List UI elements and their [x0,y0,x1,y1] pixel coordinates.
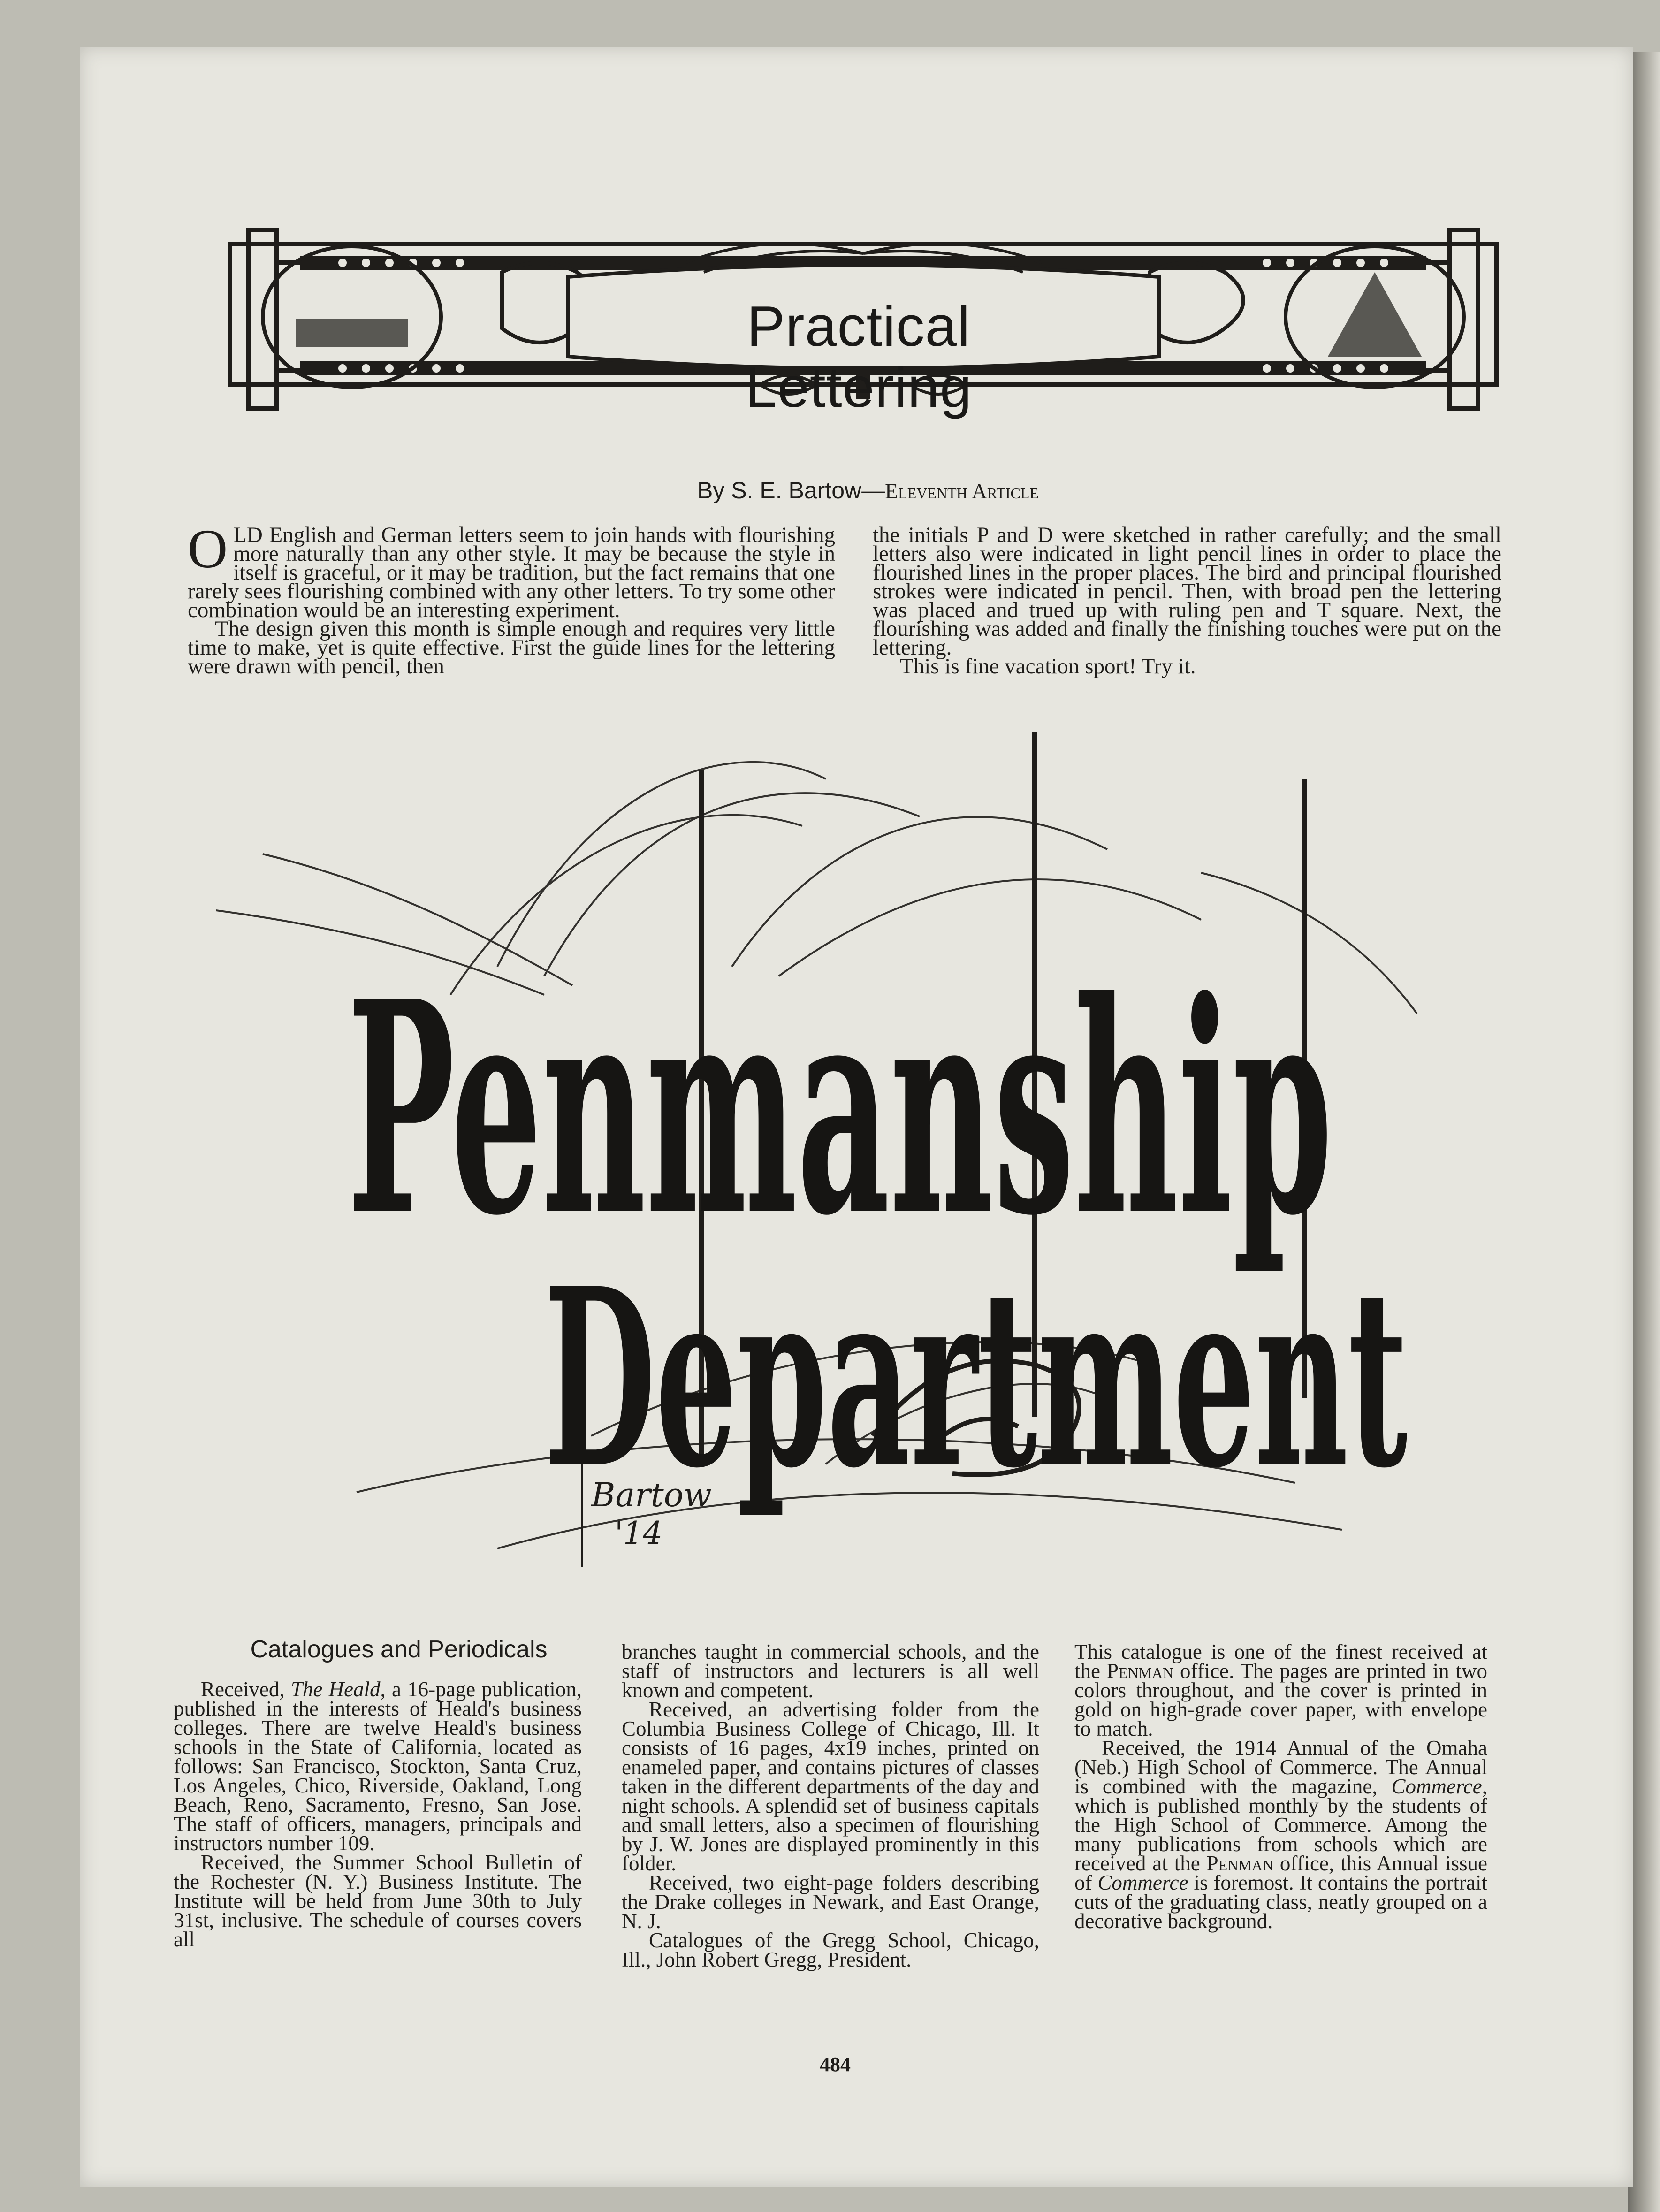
signature-year: '14 [615,1515,663,1551]
flourish-artwork [216,732,1454,1595]
signature-name: Bartow [591,1476,712,1514]
columbia-paragraph: Received, an advertising folder from the Columbia Business College of Chicago, Ill. It consists of 16 pages, 4x19 inches, printed on enameled paper, and contains pictures of classes taken in the different departments of the day and night schools. A splendid set of business capitals and small letters, also a specimen of flourishing by J. W. Jones are displayed prominently in this folder. [622,1698,1039,1875]
drake-paragraph: Received, two eight-page folders describing the Drake colleges in Newark, and East Orange, N. J. [622,1871,1039,1933]
page-number: 484 [820,2053,851,2076]
byline [563,474,1173,507]
artwork-line-penmanship: Penmanship [347,938,1333,1280]
catalogues-column-2 [622,1642,1039,2046]
artwork-line-department: Department [544,1235,1409,1522]
omaha-paragraph: Received, the 1914 Annual of the Omaha (Neb.) High School of Commerce. The Annual is combined with the magazine, Commerce, which is published monthly by the students of the High School of Commerce. Among the many publications from schools which are received at the Penman office, this Annual issue of Commerce is foremost. It contains the portrait cuts of the graduating class, neatly grouped on a decorative background. [1074,1736,1487,1933]
intro-paragraph-4: This is fine vacation sport! Try it. [900,654,1196,679]
gregg-paragraph: Catalogues of the Gregg School, Chicago, Ill., John Robert Gregg, President. [622,1929,1039,1971]
rochester-continued: branches taught in commercial schools, and the staff of instructors and lecturers is all well known and competent. [622,1640,1039,1702]
catalogues-column-3 [1074,1642,1487,2046]
book-spine-edge [1628,52,1660,2212]
intro-paragraph-1: LD English and German letters seem to join hands with flourishing more naturally than any other style. It may be because the style in itself is graceful, or it may be tradition, but the fact remains that one rarely sees flourishing combined with any other letters. To try some other combination would be an interesting experiment. [188,523,835,622]
drop-cap: O [188,518,228,580]
rochester-paragraph: Received, the Summer School Bulletin of the Rochester (N. Y.) Business Institute. The Institute will be held from June 30th to July 31st, inclusive. The schedule of courses covers all [174,1851,582,1951]
banner-title: Practical Lettering [745,294,972,419]
catalogues-column-1 [174,1680,582,2046]
byline-dash: — [861,477,885,503]
intro-paragraph-3: the initials P and D were sketched in rather carefully; and the small letters also were indicated in light pencil lines in order to place the flourished lines in the proper places. The bird and principal flourished strokes were indicated in pencil. Then, with broad pen the lettering was placed and trued up with ruling pen and T square. Next, the flourishing was added and finally the finishing touches were put on the lettering. [873,523,1501,660]
author-name: By S. E. Bartow [697,477,862,503]
practical-lettering-banner [221,216,1506,450]
article-number: Eleventh Article [885,479,1039,503]
penmanship-department-artwork [216,732,1454,1595]
intro-column-right [873,523,1501,723]
catalogues-heading: Catalogues and Periodicals [250,1636,548,1663]
heald-paragraph: Received, The Heald, a 16-page publication, published in the interests of Heald's business colleges. There are twelve Heald's business schools in the State of California, located as follows: San Francisco, Stockton, Santa Cruz, Los Angeles, Chico, Riverside, Oakland, Long Beach, Reno, Sacramento, Fresno, San Jose. The staff of officers, managers, principals and instructors number 109. [174,1678,582,1855]
heald-title: The Heald [290,1678,381,1701]
gregg-continued: This catalogue is one of the finest received at the Penman office. The pages are printed in two colors throughout, and the cover is printed in gold on high-grade cover paper, with envelope to match. [1074,1640,1487,1740]
intro-paragraph-2: The design given this month is simple enough and requires very little time to make, yet is quite effective. First the guide lines for the lettering were drawn with pencil, then [188,617,835,679]
intro-column-left [188,518,835,723]
